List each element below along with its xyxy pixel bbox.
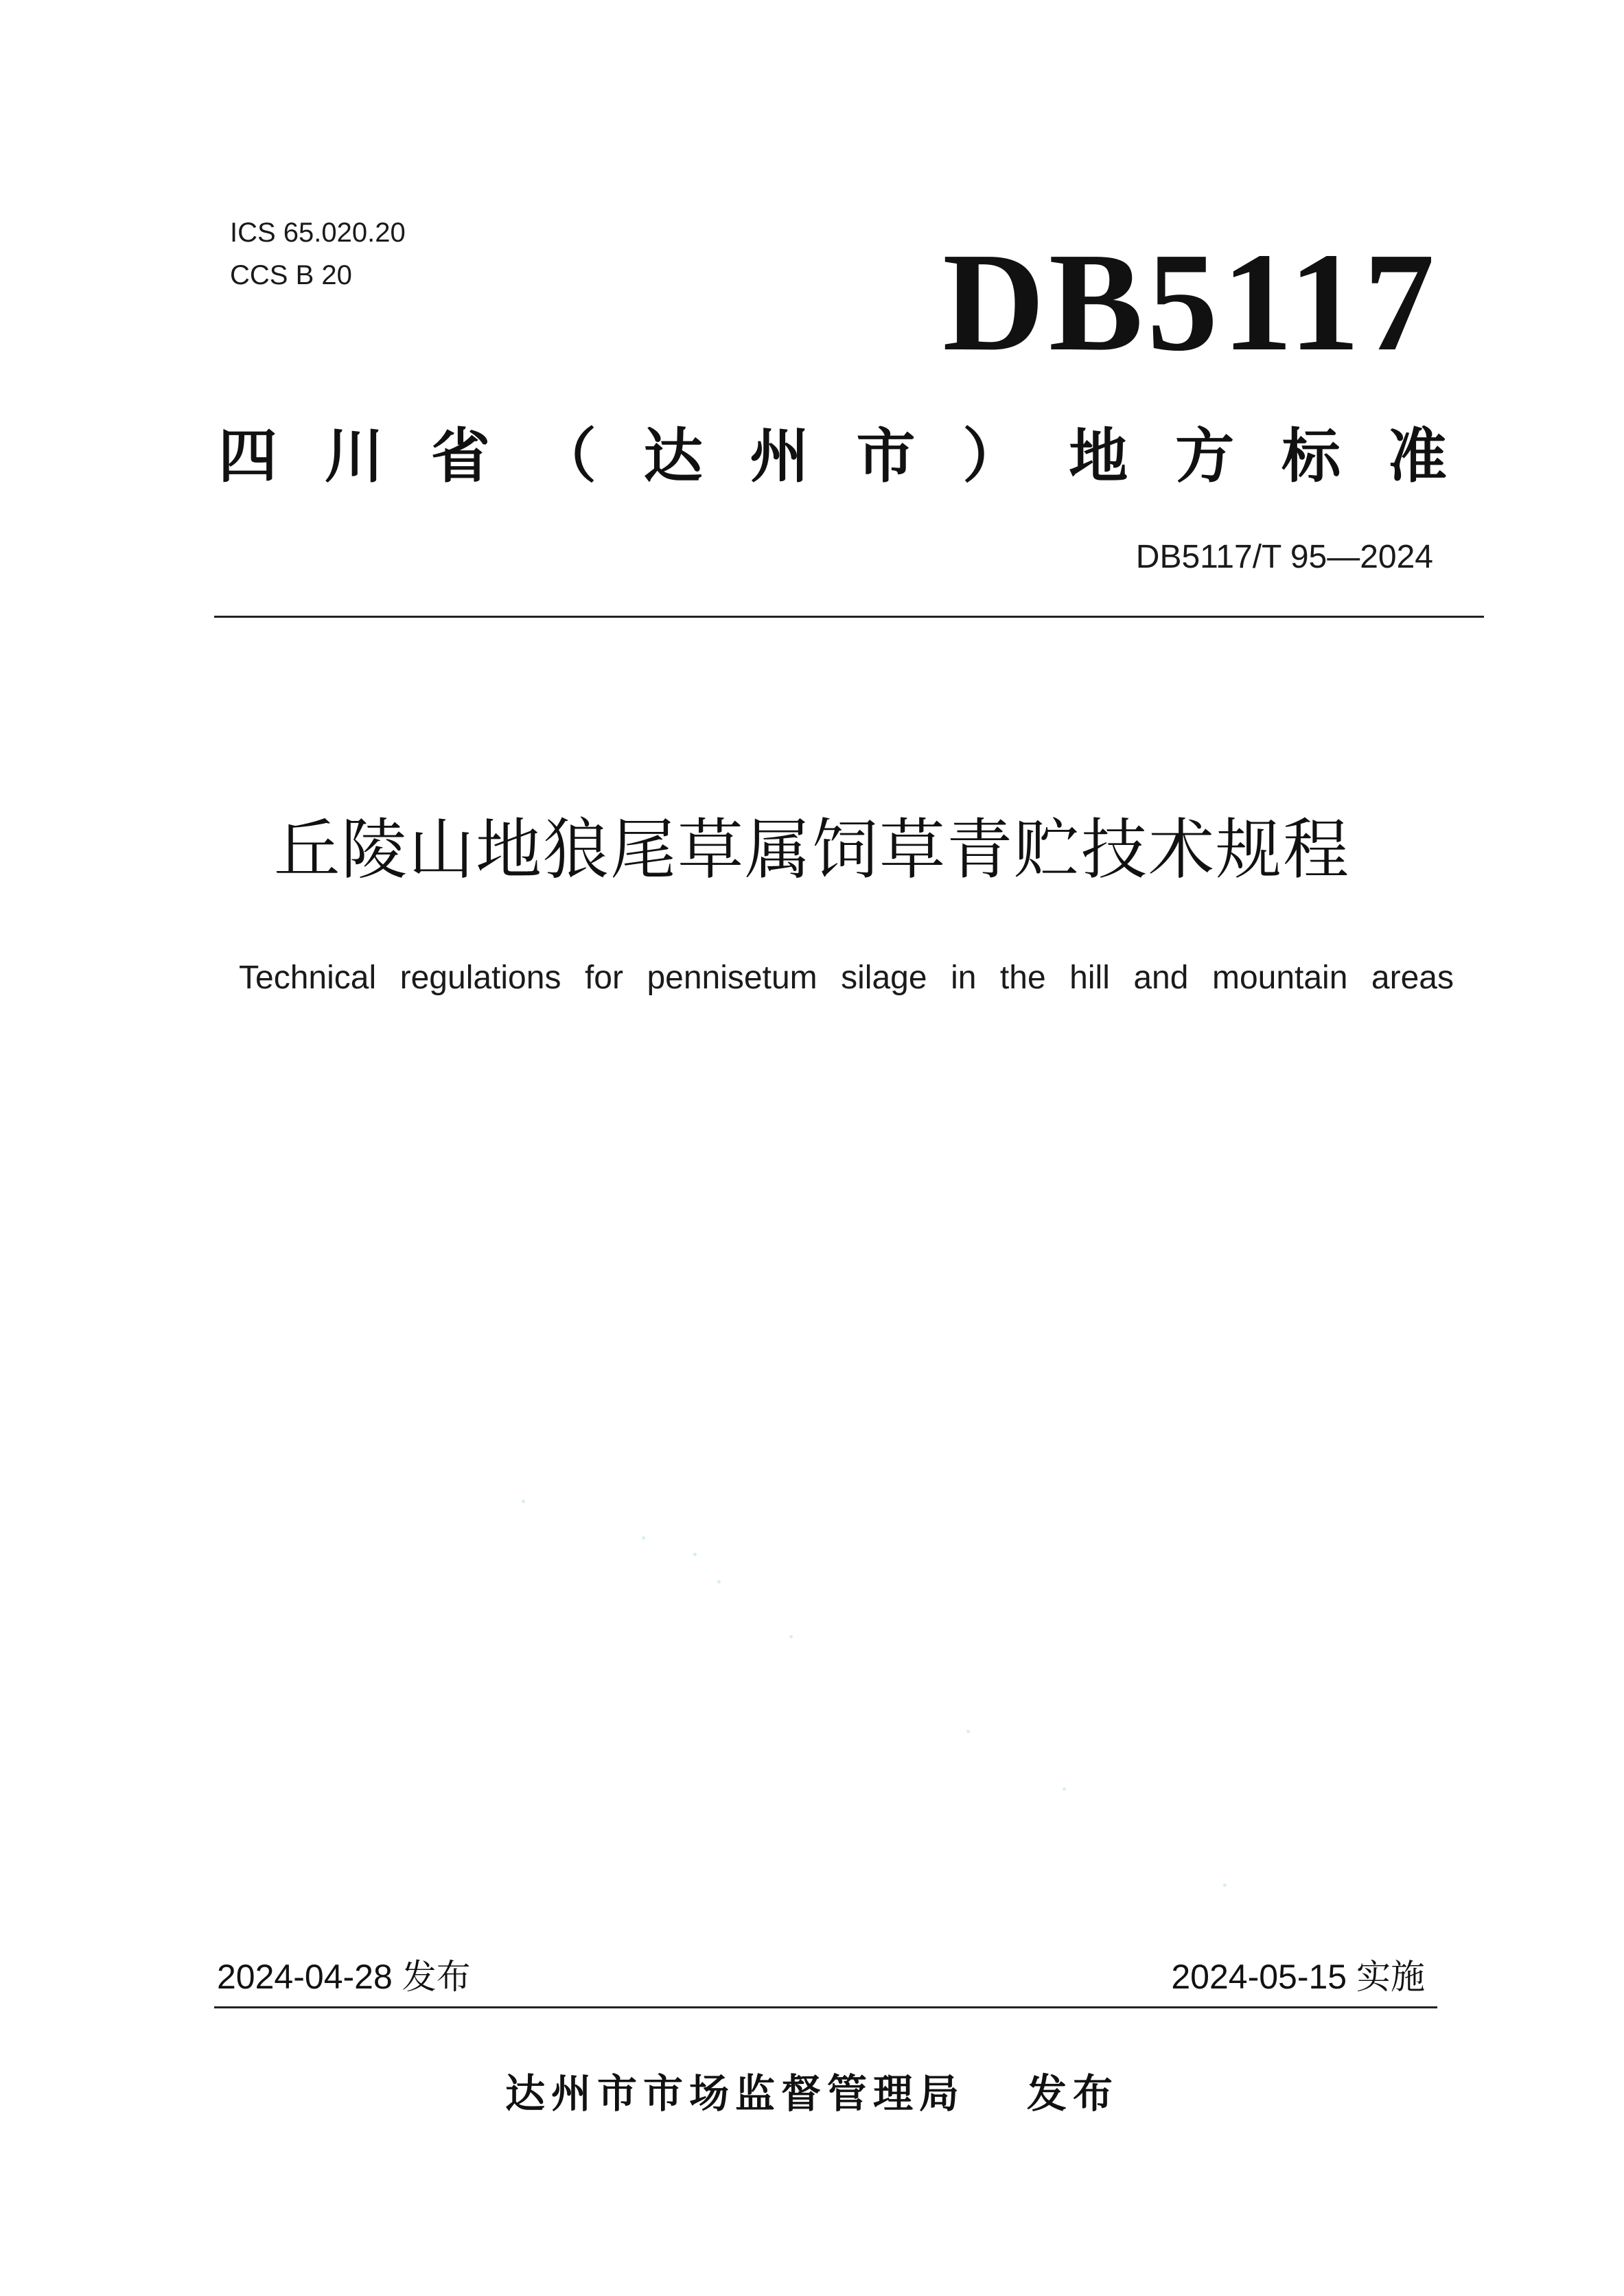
scan-speck: [693, 1553, 697, 1556]
standard-number: DB5117/T 95—2024: [1135, 539, 1433, 575]
standard-type-char: （: [537, 422, 596, 491]
db-code-mark: DB5117: [942, 223, 1439, 380]
scan-speck: [789, 1635, 793, 1638]
standard-type-char: 方: [1175, 422, 1235, 491]
scan-speck: [1063, 1787, 1066, 1791]
footer-divider: [214, 2006, 1437, 2008]
english-title: Technical regulations for pennisetum silage in the hill and mountain areas: [239, 960, 1454, 996]
scan-speck: [522, 1500, 525, 1503]
standard-type-char: 川: [324, 422, 384, 491]
scan-speck: [1223, 1883, 1227, 1887]
standard-type-char: 省: [430, 422, 490, 491]
standard-type-heading: [218, 419, 1447, 494]
standard-type-char: ）: [962, 422, 1022, 491]
ics-code: ICS 65.020.20: [230, 218, 406, 248]
standard-type-char: 市: [856, 422, 916, 491]
scan-speck: [717, 1580, 721, 1584]
standard-type-char: 四: [218, 422, 277, 491]
ccs-code: CCS B 20: [230, 260, 352, 290]
chinese-title: 丘陵山地狼尾草属饲草青贮技术规程: [274, 811, 1350, 888]
standard-type-char: 州: [750, 422, 809, 491]
issuing-authority: 达州市市场监督管理局: [504, 2070, 965, 2117]
header-divider: [214, 616, 1484, 618]
issue-date: 2024-04-28 发布: [217, 1958, 471, 1996]
standard-type-char: 准: [1387, 422, 1447, 491]
standard-type-char: 标: [1281, 422, 1341, 491]
issuing-authority-line: [0, 2066, 1624, 2121]
issue-label: 发布: [1027, 2070, 1120, 2117]
implementation-date: 2024-05-15 实施: [1171, 1958, 1425, 1996]
standard-type-char: 达: [643, 422, 703, 491]
standard-type-char: 地: [1069, 422, 1128, 491]
scan-speck: [642, 1536, 645, 1540]
scan-speck: [966, 1730, 970, 1733]
